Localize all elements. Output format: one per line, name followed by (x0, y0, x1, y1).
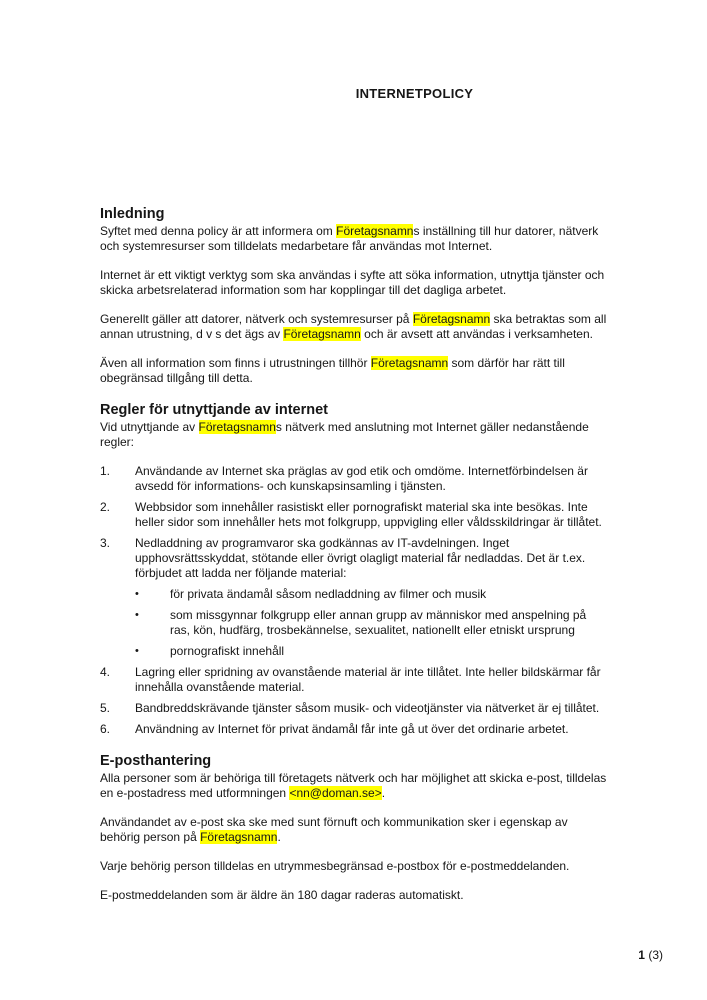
text-run: Generellt gäller att datorer, nätverk och systemresurser på (100, 312, 413, 326)
highlighted-placeholder: <nn@doman.se> (289, 786, 382, 800)
page-number-current: 1 (638, 948, 645, 962)
numbered-list (100, 464, 608, 737)
document-body (100, 206, 608, 917)
section-heading: E-posthantering (100, 753, 212, 769)
list-item (100, 464, 608, 494)
list-item (100, 665, 608, 695)
list-item-number: 4. (100, 665, 111, 679)
bullet-item-text (170, 644, 608, 659)
list-item-number: 6. (100, 722, 111, 736)
list-item (100, 536, 608, 581)
bullet-item-text (170, 608, 608, 638)
text-run: Internet är ett viktigt verktyg som ska användas i syfte att söka information, utnyttja tjänster och skicka arbetsrelaterad information som har kopplingar till det dagliga arbetet. (100, 268, 605, 297)
bullet-item-text (170, 587, 608, 602)
text-run: . (277, 830, 281, 844)
text-run: Webbsidor som innehåller rasistiskt eller pornografiskt material ska inte besökas. Inte heller sidor som innehåller hets mot folkgrupp, uppvigling eller våldsskildringar är tillåtet. (135, 500, 602, 529)
text-run: för privata ändamål såsom nedladdning av filmer och musik (170, 587, 487, 601)
paragraph (100, 815, 608, 845)
list-item-text (135, 701, 608, 716)
highlighted-placeholder: Företagsnamn (336, 224, 414, 238)
text-run: Användande av Internet ska präglas av god etik och omdöme. Internetförbindelsen är avsedd för informations- och kunskapsinsamling i tjänsten. (135, 464, 588, 493)
text-run: Lagring eller spridning av ovanstående material är inte tillåtet. Inte heller bildskärmar får innehålla ovanstående material. (135, 665, 601, 694)
list-item-text (135, 464, 608, 494)
list-item (100, 500, 608, 530)
highlighted-placeholder: Företagsnamn (200, 830, 278, 844)
list-item-number: 5. (100, 701, 111, 715)
bullet-item (100, 587, 608, 602)
text-run: Alla personer som är behöriga till företagets nätverk och har möjlighet att skicka e-post, tilldelas en e-postadress med utformningen (100, 771, 607, 800)
list-item (100, 701, 608, 716)
text-run: Varje behörig person tilldelas en utrymmesbegränsad e-postbox för e-postmeddelanden. (100, 859, 570, 873)
section-heading: Inledning (100, 206, 165, 222)
text-run: Bandbreddskrävande tjänster såsom musik- och videotjänster via nätverket är ej tillåtet. (135, 701, 600, 715)
list-item-text (135, 500, 608, 530)
text-run: som missgynnar folkgrupp eller annan grupp av människor med anspelning på ras, kön, hudfärg, trosbekännelse, sexualitet, nationellt eller etniskt ursprung (170, 608, 587, 637)
bullet-icon: • (135, 645, 139, 657)
list-item-number: 1. (100, 464, 111, 478)
list-item-text (135, 722, 608, 737)
list-item-text (135, 536, 608, 581)
text-run: s inställning till hur datorer, nätverk och systemresurser som tilldelats medarbetare får användas mot Internet. (100, 224, 599, 253)
text-run: Användandet av e-post ska ske med sunt förnuft och kommunikation sker i egenskap av behörig person på (100, 815, 568, 844)
paragraph (100, 420, 608, 450)
highlighted-placeholder: Företagsnamn (412, 312, 491, 326)
paragraph (100, 859, 608, 874)
page-number-total: (3) (648, 948, 663, 962)
section-heading: Regler för utnyttjande av internet (100, 402, 329, 418)
list-item (100, 722, 608, 737)
list-item-text (135, 665, 608, 695)
paragraph (100, 224, 608, 254)
text-run: och är avsett att användas i verksamheten. (360, 327, 593, 341)
bullet-icon: • (135, 609, 139, 621)
paragraph (100, 888, 608, 903)
text-run: . (381, 786, 386, 800)
paragraph (100, 312, 608, 342)
text-run: Nedladdning av programvaror ska godkännas av IT-avdelningen. Inget upphovsrättsskyddat, stötande eller övrigt olagligt material får nedladdas. Det är t.ex. förbjudet att ladda ner följande material: (135, 536, 586, 580)
bullet-item (100, 644, 608, 659)
text-run: E-postmeddelanden som är äldre än 180 dagar raderas automatiskt. (100, 888, 464, 902)
bullet-item (100, 608, 608, 638)
text-run: Även all information som finns i utrustningen tillhör (100, 356, 371, 370)
highlighted-placeholder: Företagsnamn (370, 356, 449, 370)
paragraph (100, 356, 608, 386)
text-run: Syftet med denna policy är att informera om (100, 224, 337, 238)
highlighted-placeholder: Företagsnamn (198, 420, 276, 434)
text-run: Vid utnyttjande av (100, 420, 199, 434)
text-run: som därför har rätt till obegränsad tillgång till detta. (100, 356, 565, 385)
list-item-number: 2. (100, 500, 111, 514)
text-run: s nätverk med anslutning mot Internet gäller nedanstående regler: (100, 420, 589, 449)
text-run: pornografiskt innehåll (170, 644, 285, 658)
text-run: Användning av Internet för privat ändamål får inte gå ut över det ordinarie arbetet. (135, 722, 569, 736)
bullet-icon: • (135, 588, 139, 600)
document-title: INTERNETPOLICY (355, 86, 474, 101)
paragraph (100, 771, 608, 801)
paragraph (100, 268, 608, 298)
page-number (638, 948, 663, 962)
text-run: ska betraktas som all annan utrustning, d v s det ägs av (100, 312, 607, 341)
highlighted-placeholder: Företagsnamn (283, 327, 361, 341)
list-item-number: 3. (100, 536, 111, 550)
